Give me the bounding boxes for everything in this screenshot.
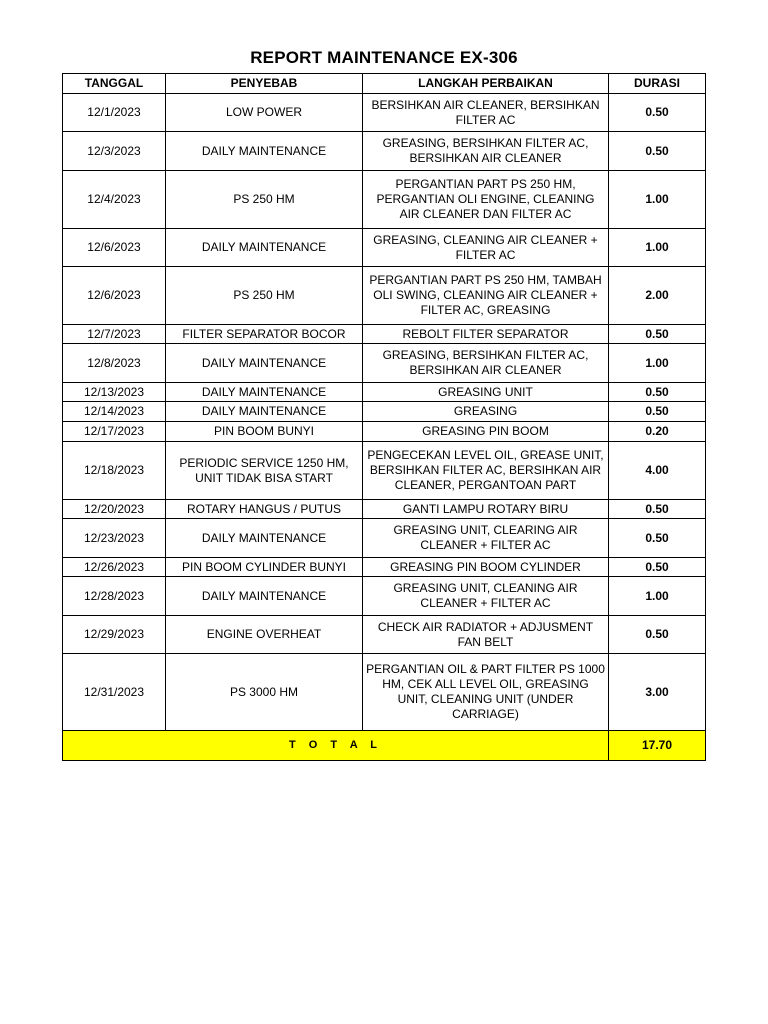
tanggal-cell: 12/7/2023: [63, 325, 166, 344]
tanggal-cell: 12/13/2023: [63, 383, 166, 402]
durasi-cell: 0.50: [609, 500, 706, 519]
langkah-cell: GREASING: [363, 402, 609, 422]
table-row: [63, 229, 706, 267]
tanggal-cell: 12/1/2023: [63, 94, 166, 132]
tanggal-cell: 12/4/2023: [63, 171, 166, 229]
penyebab-cell: DAILY MAINTENANCE: [166, 132, 363, 171]
table-header-row: [63, 74, 706, 94]
penyebab-cell: ENGINE OVERHEAT: [166, 616, 363, 654]
durasi-cell: 1.00: [609, 171, 706, 229]
column-header-penyebab: PENYEBAB: [166, 74, 363, 94]
tanggal-cell: 12/26/2023: [63, 558, 166, 577]
langkah-cell: PERGANTIAN PART PS 250 HM, PERGANTIAN OLI ENGINE, CLEANING AIR CLEANER DAN FILTER AC: [363, 171, 609, 229]
langkah-cell: GREASING PIN BOOM CYLINDER: [363, 558, 609, 577]
langkah-cell: PERGANTIAN PART PS 250 HM, TAMBAH OLI SWING, CLEANING AIR CLEANER + FILTER AC, GREASING: [363, 267, 609, 325]
tanggal-cell: 12/18/2023: [63, 442, 166, 500]
langkah-cell: GREASING, BERSIHKAN FILTER AC, BERSIHKAN AIR CLEANER: [363, 344, 609, 383]
durasi-cell: 2.00: [609, 267, 706, 325]
report-title: REPORT MAINTENANCE EX-306: [250, 48, 518, 67]
durasi-cell: 0.50: [609, 94, 706, 132]
langkah-cell: GREASING, BERSIHKAN FILTER AC, BERSIHKAN AIR CLEANER: [363, 132, 609, 171]
table-row: [63, 577, 706, 616]
penyebab-cell: LOW POWER: [166, 94, 363, 132]
penyebab-cell: PIN BOOM CYLINDER BUNYI: [166, 558, 363, 577]
langkah-cell: GREASING UNIT: [363, 383, 609, 402]
penyebab-cell: PERIODIC SERVICE 1250 HM, UNIT TIDAK BISA START: [166, 442, 363, 500]
penyebab-cell: DAILY MAINTENANCE: [166, 519, 363, 558]
table-row: [63, 500, 706, 519]
total-row: [63, 731, 706, 761]
table-row: [63, 402, 706, 422]
durasi-cell: 0.50: [609, 383, 706, 402]
total-label: T O T A L: [63, 731, 609, 761]
penyebab-cell: PS 250 HM: [166, 171, 363, 229]
tanggal-cell: 12/8/2023: [63, 344, 166, 383]
table-row: [63, 94, 706, 132]
tanggal-cell: 12/29/2023: [63, 616, 166, 654]
durasi-cell: 1.00: [609, 344, 706, 383]
tanggal-cell: 12/3/2023: [63, 132, 166, 171]
table-row: [63, 344, 706, 383]
table-row: [63, 558, 706, 577]
tanggal-cell: 12/31/2023: [63, 654, 166, 731]
langkah-cell: PENGECEKAN LEVEL OIL, GREASE UNIT, BERSIHKAN FILTER AC, BERSIHKAN AIR CLEANER, PERGANTOAN PART: [363, 442, 609, 500]
table-row: [63, 442, 706, 500]
langkah-cell: CHECK AIR RADIATOR + ADJUSMENT FAN BELT: [363, 616, 609, 654]
durasi-cell: 0.50: [609, 325, 706, 344]
langkah-cell: GANTI LAMPU ROTARY BIRU: [363, 500, 609, 519]
penyebab-cell: DAILY MAINTENANCE: [166, 344, 363, 383]
tanggal-cell: 12/6/2023: [63, 267, 166, 325]
tanggal-cell: 12/6/2023: [63, 229, 166, 267]
table-row: [63, 654, 706, 731]
langkah-cell: GREASING UNIT, CLEARING AIR CLEANER + FILTER AC: [363, 519, 609, 558]
column-header-durasi: DURASI: [609, 74, 706, 94]
penyebab-cell: DAILY MAINTENANCE: [166, 402, 363, 422]
durasi-cell: 3.00: [609, 654, 706, 731]
table-row: [63, 616, 706, 654]
langkah-cell: GREASING, CLEANING AIR CLEANER + FILTER AC: [363, 229, 609, 267]
durasi-cell: 0.50: [609, 616, 706, 654]
table-row: [63, 422, 706, 442]
durasi-cell: 1.00: [609, 577, 706, 616]
tanggal-cell: 12/23/2023: [63, 519, 166, 558]
table-row: [63, 325, 706, 344]
penyebab-cell: DAILY MAINTENANCE: [166, 229, 363, 267]
tanggal-cell: 12/17/2023: [63, 422, 166, 442]
langkah-cell: GREASING UNIT, CLEANING AIR CLEANER + FILTER AC: [363, 577, 609, 616]
penyebab-cell: PS 250 HM: [166, 267, 363, 325]
langkah-cell: BERSIHKAN AIR CLEANER, BERSIHKAN FILTER AC: [363, 94, 609, 132]
durasi-cell: 0.50: [609, 558, 706, 577]
column-header-tanggal: TANGGAL: [63, 74, 166, 94]
langkah-cell: GREASING PIN BOOM: [363, 422, 609, 442]
durasi-cell: 0.50: [609, 402, 706, 422]
table-row: [63, 267, 706, 325]
durasi-cell: 0.50: [609, 132, 706, 171]
penyebab-cell: DAILY MAINTENANCE: [166, 577, 363, 616]
table-row: [63, 132, 706, 171]
penyebab-cell: DAILY MAINTENANCE: [166, 383, 363, 402]
total-value: 17.70: [609, 731, 706, 761]
durasi-cell: 0.50: [609, 519, 706, 558]
langkah-cell: REBOLT FILTER SEPARATOR: [363, 325, 609, 344]
table-row: [63, 171, 706, 229]
penyebab-cell: PS 3000 HM: [166, 654, 363, 731]
tanggal-cell: 12/14/2023: [63, 402, 166, 422]
table-row: [63, 519, 706, 558]
table-row: [63, 383, 706, 402]
durasi-cell: 0.20: [609, 422, 706, 442]
tanggal-cell: 12/28/2023: [63, 577, 166, 616]
penyebab-cell: PIN BOOM BUNYI: [166, 422, 363, 442]
penyebab-cell: FILTER SEPARATOR BOCOR: [166, 325, 363, 344]
penyebab-cell: ROTARY HANGUS / PUTUS: [166, 500, 363, 519]
column-header-langkah-perbaikan: LANGKAH PERBAIKAN: [363, 74, 609, 94]
durasi-cell: 1.00: [609, 229, 706, 267]
langkah-cell: PERGANTIAN OIL & PART FILTER PS 1000 HM, CEK ALL LEVEL OIL, GREASING UNIT, CLEANING UNIT (UNDER CARRIAGE): [363, 654, 609, 731]
maintenance-table: [62, 73, 706, 761]
tanggal-cell: 12/20/2023: [63, 500, 166, 519]
durasi-cell: 4.00: [609, 442, 706, 500]
